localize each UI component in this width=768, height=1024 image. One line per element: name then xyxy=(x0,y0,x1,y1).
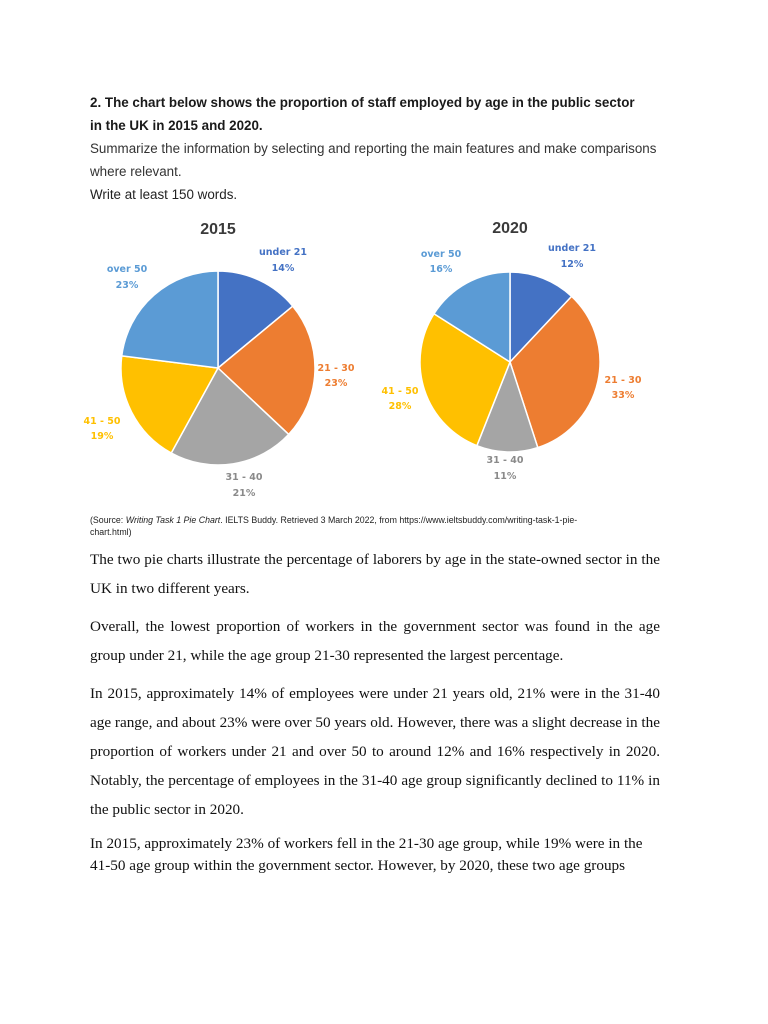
slice-value-label: 19% xyxy=(90,431,114,442)
source-prefix: (Source: xyxy=(90,515,126,525)
source-citation xyxy=(90,514,680,538)
pie-chart-2015 xyxy=(84,221,355,499)
essay-paragraph-3: In 2015, approximately 14% of employees were under 21 years old, 21% were in the 31-40 age range, and about 23% were over 50 years old. However, there was a slight decrease in the proportion of workers under 21 and over 50 to around 12% and 16% respectively in 2020. Notably, the percentage of employees in the 31-40 age group significantly declined to 11% in the public sector in 2020. xyxy=(90,685,660,818)
task-prompt xyxy=(90,91,690,206)
task-number: 2. xyxy=(90,95,102,110)
slice-label: 41 - 50 xyxy=(83,416,121,427)
task-title-line1: The chart below shows the proportion of staff employed by age in the public sector xyxy=(104,95,635,110)
essay-paragraph-2: Overall, the lowest proportion of workers in the government sector was found in the age group under 21, while the age group 21-30 represented the largest percentage. xyxy=(90,618,660,664)
slice-value-label: 23% xyxy=(115,280,139,291)
slice-label: 41 - 50 xyxy=(381,386,419,397)
slice-label: 31 - 40 xyxy=(486,455,524,466)
task-title xyxy=(90,91,690,114)
slice-label: under 21 xyxy=(548,243,596,254)
essay-paragraph-4: In 2015, approximately 23% of workers fell in the 21-30 age group, while 19% were in the 41-50 age group within the government sector. However, by 2020, these two age groups xyxy=(90,835,643,874)
pie-chart-2020 xyxy=(382,220,642,482)
slice-value-label: 33% xyxy=(611,390,635,401)
source-rest-line2: chart.html) xyxy=(90,527,132,537)
slice-label: over 50 xyxy=(106,264,148,275)
slice-value-label: 11% xyxy=(493,471,517,482)
essay-body xyxy=(90,545,660,886)
task-instruction-line2: where relevant. xyxy=(90,164,182,179)
task-word-count: Write at least 150 words. xyxy=(90,187,238,202)
slice-label: 31 - 40 xyxy=(225,472,263,483)
source-title: Writing Task 1 Pie Chart xyxy=(125,515,221,525)
pie-charts xyxy=(60,210,720,510)
slice-value-label: 28% xyxy=(388,401,412,412)
slice-label: under 21 xyxy=(259,247,307,258)
slice-label: 21 - 30 xyxy=(604,375,642,386)
source-rest-line1: . IELTS Buddy. Retrieved 3 March 2022, from https://www.ieltsbuddy.com/writing-task-1-pie- xyxy=(220,515,578,525)
slice-label: over 50 xyxy=(420,249,462,260)
chart-title: 2015 xyxy=(200,221,236,238)
chart-title: 2020 xyxy=(492,220,528,237)
slice-value-label: 16% xyxy=(429,264,453,275)
slice-value-label: 23% xyxy=(324,378,348,389)
task-instruction-line1: Summarize the information by selecting and reporting the main features and make comparisons xyxy=(90,141,657,156)
slice-label: 21 - 30 xyxy=(317,363,355,374)
slice-value-label: 14% xyxy=(271,263,295,274)
essay-paragraph-1: The two pie charts illustrate the percentage of laborers by age in the state-owned sector in the UK in two different years. xyxy=(90,551,660,597)
task-title-line2: in the UK in 2015 and 2020. xyxy=(90,118,263,133)
pie-charts-svg xyxy=(60,210,720,510)
slice-value-label: 21% xyxy=(232,488,256,499)
slice-value-label: 12% xyxy=(560,259,584,270)
